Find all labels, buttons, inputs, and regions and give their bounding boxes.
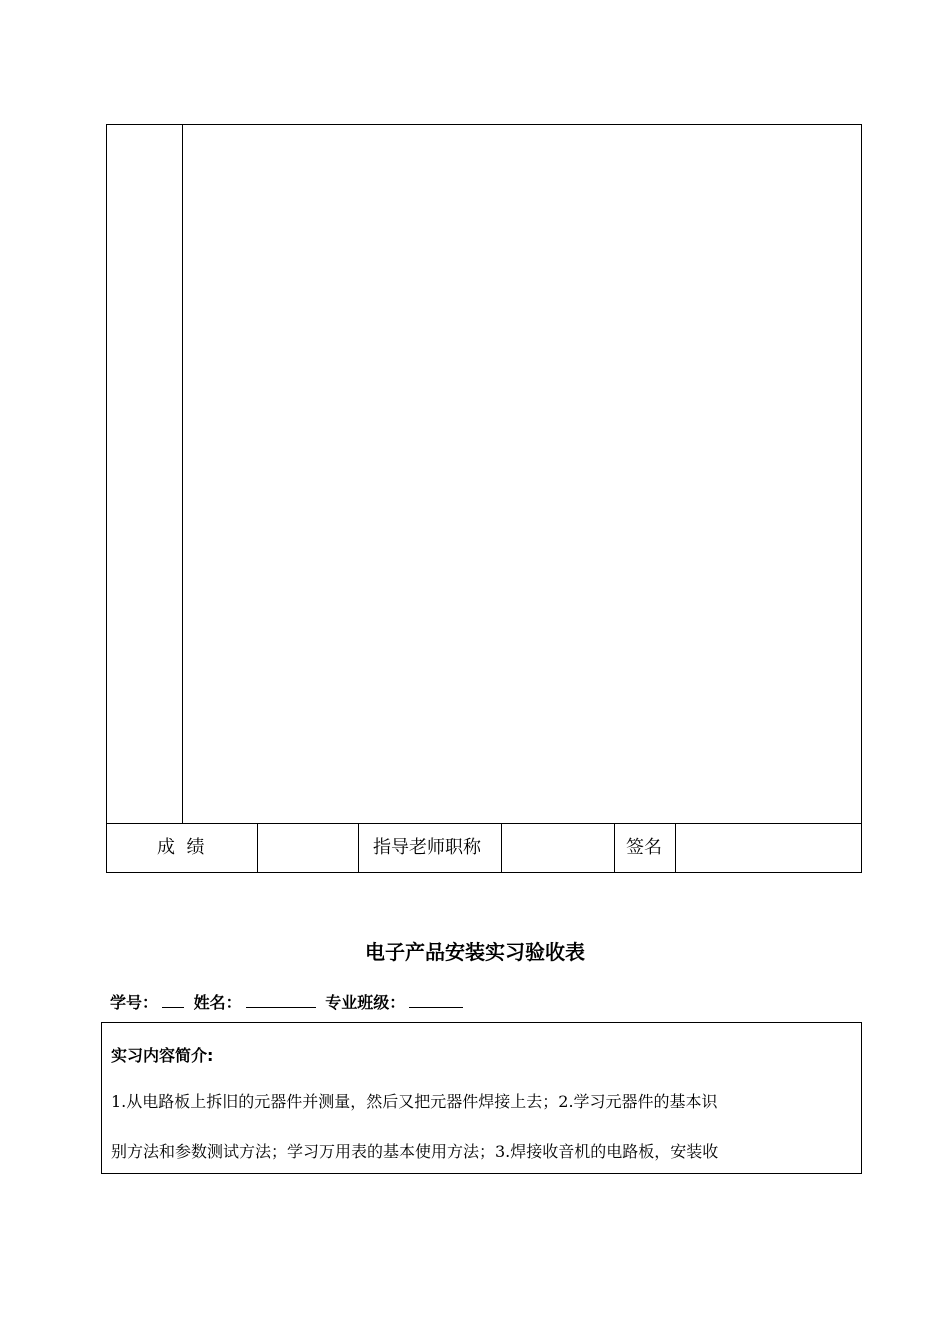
grade-label: 成 绩 (157, 837, 205, 858)
grade-value-cell[interactable] (259, 825, 357, 870)
name-label: 姓名： (193, 993, 242, 1012)
signature-value-cell[interactable] (677, 825, 860, 870)
name-blank[interactable] (246, 993, 316, 1008)
column-divider (182, 125, 183, 823)
summary-line: 1.从电路板上拆旧的元器件并测量，然后又把元器件焊接上去；2.学习元器件的基本识 (111, 1092, 718, 1111)
row-divider (107, 823, 861, 824)
document-title: 电子产品安装实习验收表 (365, 940, 585, 964)
student-info-line (110, 990, 467, 1013)
student-id-blank[interactable] (162, 993, 184, 1008)
summary-box (101, 1022, 862, 1174)
teacher-title-label: 指导老师职称 (373, 837, 481, 858)
cell-divider (614, 823, 615, 872)
cell-divider (675, 823, 676, 872)
student-id-label: 学号： (110, 993, 159, 1012)
major-class-blank[interactable] (409, 993, 463, 1008)
major-class-label: 专业班级： (325, 993, 406, 1012)
teacher-title-value-cell[interactable] (503, 825, 613, 870)
summary-heading: 实习内容简介: (111, 1046, 214, 1065)
summary-line: 别方法和参数测试方法；学习万用表的基本使用方法；3.焊接收音机的电路板，安装收 (111, 1142, 719, 1161)
evaluation-table (106, 124, 862, 873)
cell-divider (501, 823, 502, 872)
cell-divider (358, 823, 359, 872)
signature-label: 签名 (626, 837, 662, 858)
cell-divider (257, 823, 258, 872)
